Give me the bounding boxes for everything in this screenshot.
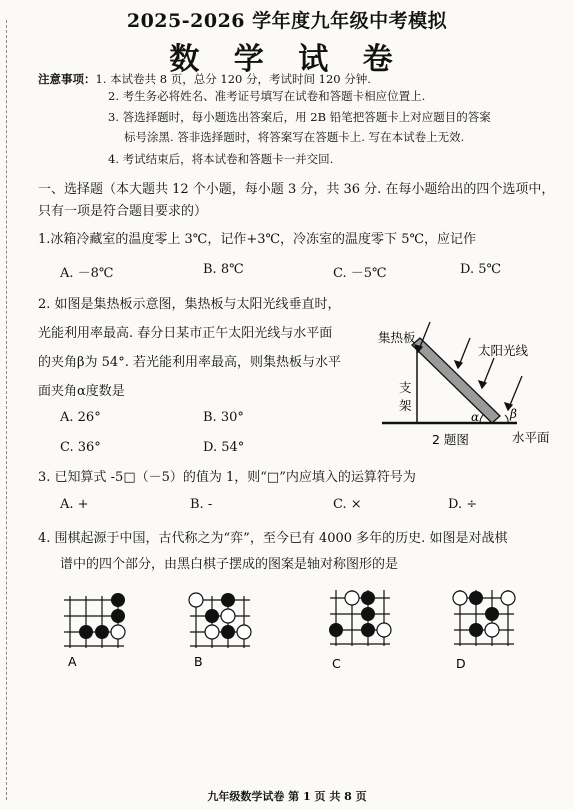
question-2-line1: 2. 如图是集热板示意图，集热板与太阳光线垂直时， bbox=[38, 297, 341, 312]
solar-panel-diagram bbox=[372, 318, 574, 466]
question-2-line2: 光能利用率最高. 春分日某市正午太阳光线与水平面 bbox=[38, 326, 333, 341]
question-4-line2: 谱中的四个部分，由黑白棋子摆成的图案是轴对称图形的是 bbox=[60, 557, 399, 572]
q1-option-d: D. 5℃ bbox=[460, 262, 502, 277]
notice-item-4: 4. 考试结束后，将本试卷和答题卡一并交回. bbox=[108, 152, 334, 166]
question-2-line4: 面夹角α度数是 bbox=[38, 384, 125, 399]
notice-item-2: 2. 考生务必将姓名、准考证号填写在试卷和答题卡相应位置上. bbox=[108, 89, 426, 103]
question-2-line3: 的夹角β为 54°. 若光能利用率最高，则集热板与水平 bbox=[38, 355, 341, 370]
go-pattern-a bbox=[62, 590, 136, 672]
question-4-line1: 4. 围棋起源于中国，古代称之为“弈”，至今已有 4000 多年的历史. 如图是对战棋 bbox=[38, 531, 508, 546]
q3-option-a: A. + bbox=[60, 497, 89, 512]
go-label-d: D bbox=[456, 656, 466, 671]
q1-option-b: B. 8℃ bbox=[203, 262, 244, 277]
notice-item-3b: 标号涂黑. 答非选择题时，将答案写在答题卡上. 写在本试卷上无效. bbox=[124, 130, 465, 144]
figure-caption: 2 题图 bbox=[432, 432, 469, 447]
go-pattern-b bbox=[188, 590, 262, 672]
question-1-stem: 1.冰箱冷藏室的温度零上 3℃，记作+3℃，冷冻室的温度零下 5℃，应记作 bbox=[38, 232, 477, 247]
q2-option-a: A. 26° bbox=[60, 410, 101, 425]
exam-title-year: 2025-2026 学年度九年级中考模拟 bbox=[126, 10, 448, 32]
support-label-1: 支 bbox=[399, 380, 412, 395]
support-label-2: 架 bbox=[399, 398, 412, 413]
q3-option-b: B. - bbox=[190, 497, 213, 512]
q3-option-d: D. ÷ bbox=[448, 497, 478, 512]
q1-option-c: C. －5℃ bbox=[333, 266, 387, 281]
q1-option-a: A. －8℃ bbox=[60, 266, 114, 281]
question-3-stem: 3. 已知算式 -5□（－5）的值为 1，则“□”内应填入的运算符号为 bbox=[38, 470, 416, 485]
go-pattern-c bbox=[326, 586, 400, 672]
exam-title-subject: 数 学 试 卷 bbox=[169, 42, 405, 77]
alpha-label: α bbox=[471, 410, 480, 424]
go-label-c: C bbox=[332, 656, 341, 671]
panel-label: 集热板 bbox=[378, 330, 416, 345]
binding-line bbox=[6, 20, 19, 800]
notice-item-1: 1. 本试卷共 8 页，总分 120 分，考试时间 120 分钟. bbox=[95, 72, 371, 86]
go-pattern-d bbox=[450, 586, 524, 672]
sunlight-label: 太阳光线 bbox=[478, 343, 529, 358]
page-footer: 九年级数学试卷 第 1 页 共 8 页 bbox=[207, 790, 367, 803]
section-heading: 一、选择题（本大题共 12 个小题，每小题 3 分，共 36 分. 在每小题给出的四个选项中，只有一项是符合题目要求的） bbox=[38, 182, 555, 219]
notice-label: 注意事项： bbox=[38, 72, 96, 86]
q2-option-c: C. 36° bbox=[60, 440, 101, 455]
notice-block bbox=[38, 72, 371, 86]
q2-option-d: D. 54° bbox=[203, 440, 245, 455]
beta-label: β bbox=[510, 407, 517, 421]
q3-option-c: C. × bbox=[333, 497, 362, 512]
ground-label: 水平面 bbox=[512, 430, 550, 445]
q2-option-b: B. 30° bbox=[203, 410, 244, 425]
go-label-a: A bbox=[68, 654, 77, 669]
go-label-b: B bbox=[194, 654, 203, 669]
notice-item-3a: 3. 答选择题时，每小题选出答案后，用 2B 铅笔把答题卡上对应题目的答案 bbox=[108, 110, 491, 124]
